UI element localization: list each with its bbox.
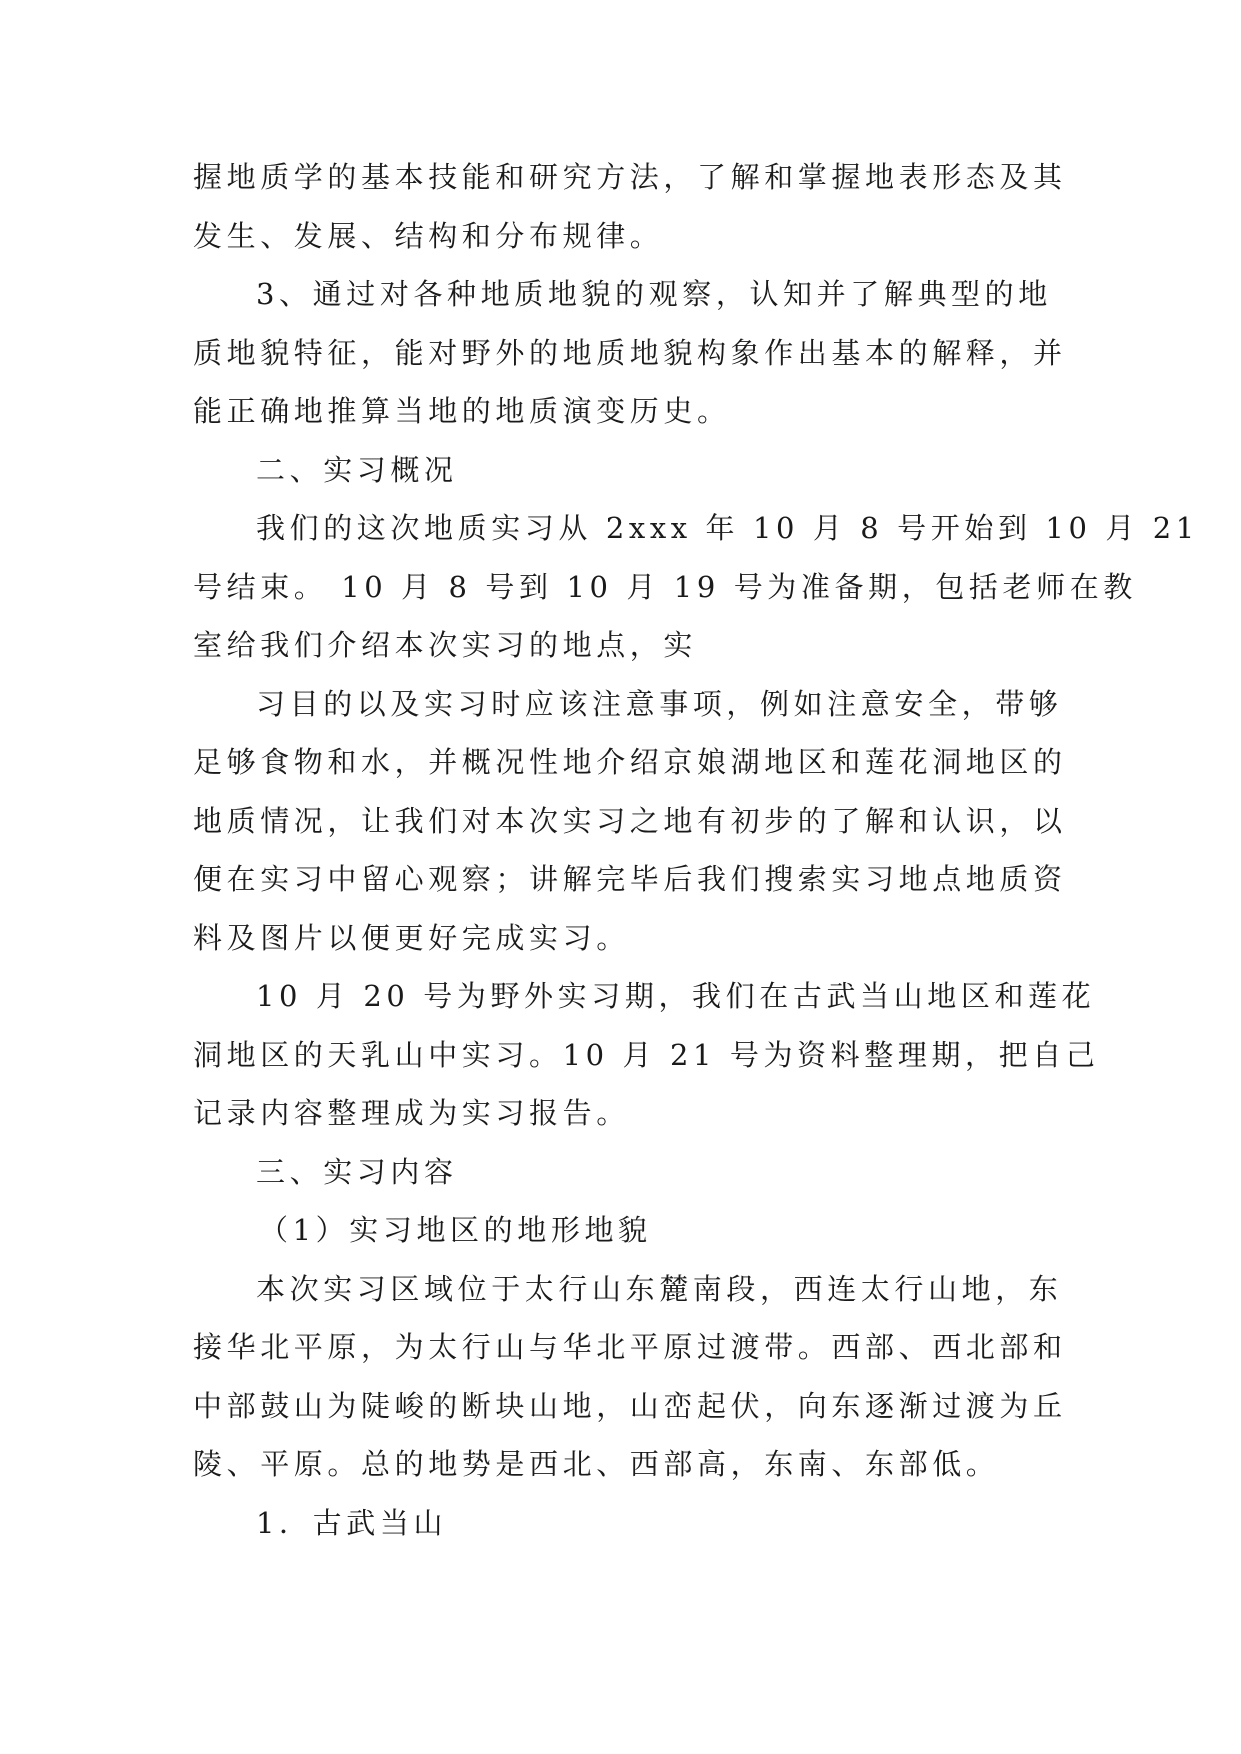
text-line: 质地貌特征，能对野外的地质地貌构象作出基本的解释，并 (193, 335, 1067, 370)
text-line: 接华北平原，为太行山与华北平原过渡带。西部、西北部和 (193, 1330, 1067, 1364)
text-line: 记录内容整理成为实习报告。 (193, 1096, 630, 1130)
text-line: 足够食物和水，并概况性地介绍京娘湖地区和莲花洞地区的 (193, 745, 1067, 779)
text-line: 中部鼓山为陡峻的断块山地，山峦起伏，向东逐渐过渡为丘 (193, 1388, 1067, 1423)
text-line: 洞地区的天乳山中实习。10 月 21 号为资料整理期，把自己 (193, 1037, 1100, 1072)
text-line: 握地质学的基本技能和研究方法，了解和掌握地表形态及其 (193, 160, 1067, 194)
list-heading: 1．古武当山 (256, 1505, 448, 1540)
text-line: 3、通过对各种地质地貌的观察，认知并了解典型的地 (256, 277, 1052, 311)
subsection-heading: （1）实习地区的地形地貌 (259, 1213, 652, 1247)
text-line: 能正确地推算当地的地质演变历史。 (193, 394, 731, 428)
text-line: 发生、发展、结构和分布规律。 (193, 218, 664, 253)
text-line: 习目的以及实习时应该注意事项，例如注意安全，带够 (256, 686, 1063, 721)
text-line: 便在实习中留心观察；讲解完毕后我们搜索实习地点地质资 (193, 862, 1067, 896)
text-line: 室给我们介绍本次实习的地点，实 (193, 628, 698, 662)
document-body (193, 148, 1199, 1552)
text-line: 本次实习区域位于太行山东麓南段，西连太行山地，东 (256, 1271, 1063, 1306)
text-line: 地质情况，让我们对本次实习之地有初步的了解和认识，以 (193, 803, 1067, 838)
text-line: 号结束。 10 月 8 号到 10 月 19 号为准备期，包括老师在教 (193, 569, 1137, 604)
text-line: 陵、平原。总的地势是西北、西部高，东南、东部低。 (193, 1447, 1000, 1481)
section-heading: 三、实习内容 (256, 1154, 458, 1189)
text-line: 我们的这次地质实习从 2xxx 年 10 月 8 号开始到 10 月 21 (256, 511, 1199, 545)
section-heading: 二、实习概况 (256, 452, 458, 487)
text-line: 料及图片以便更好完成实习。 (193, 920, 630, 955)
text-line: 10 月 20 号为野外实习期，我们在古武当山地区和莲花 (256, 979, 1096, 1013)
